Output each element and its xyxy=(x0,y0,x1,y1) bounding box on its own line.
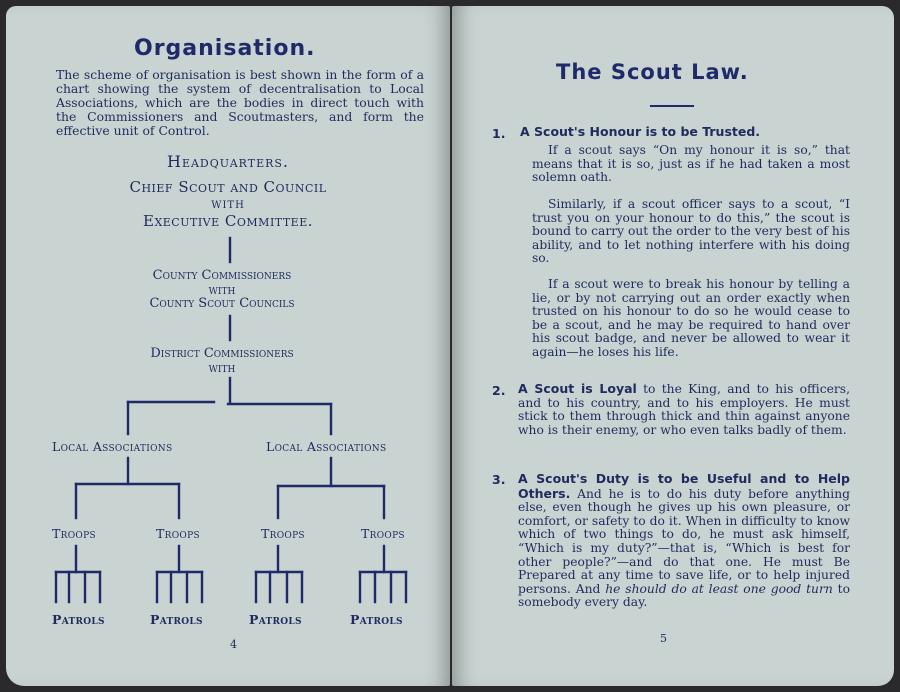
local-associations-label: Local Associations xyxy=(52,439,173,454)
law-1-paragraph-3: If a scout were to break his honour by telling a lie, or by not carrying out an order exactly when trusted on his honour to do so he would cease to be a scout, and he may be required to hand over his scout badge, and never be allowed to wear it again—he loses his life. xyxy=(532,277,850,359)
organisation-title: Organisation. xyxy=(134,36,316,61)
troops-label: Troops xyxy=(52,526,96,541)
chief-scout-label: Chief Scout and Council xyxy=(129,178,327,196)
county-commissioners-label: County Commissioners xyxy=(152,268,292,283)
patrols-label: Patrols xyxy=(249,612,302,627)
left-page xyxy=(6,6,450,686)
patrols-label: Patrols xyxy=(150,612,203,627)
right-page xyxy=(452,6,894,686)
organisation-intro: The scheme of organisation is best shown in the form of a chart showing the system of decentralisation to Local Associations, which are the bodies in direct touch with the Commissioners and Scoutmasters, and form the effective unit of Control. xyxy=(56,67,424,138)
district-commissioners-label: District Commissioners xyxy=(150,346,294,361)
headquarters-label: Headquarters. xyxy=(167,152,289,171)
law-1-paragraph-1: If a scout says “On my honour it is so,” that means that it is so, just as if he had taken a most solemn oath. xyxy=(532,143,850,185)
law-1-paragraph-2: Similarly, if a scout officer says to a scout, “I trust you on your honour to do this,” the scout is bound to carry out the order to the very best of his ability, and to let nothing interfere with his doing so. xyxy=(532,197,851,266)
scout-law-title: The Scout Law. xyxy=(556,60,749,84)
district-with-label: with xyxy=(208,360,236,375)
local-associations-label: Local Associations xyxy=(266,439,387,454)
page-number: 4 xyxy=(230,638,237,651)
patrols-label: Patrols xyxy=(350,612,403,627)
county-with-label: with xyxy=(208,282,236,297)
with-label: with xyxy=(211,196,245,212)
organisation-chart xyxy=(6,6,450,686)
law-number: 2. xyxy=(492,383,506,398)
troops-label: Troops xyxy=(156,526,200,541)
law-1-heading: A Scout's Honour is to be Trusted. xyxy=(520,124,761,139)
troops-label: Troops xyxy=(261,526,305,541)
troops-label: Troops xyxy=(361,526,405,541)
law-number: 1. xyxy=(492,126,506,141)
page-number: 5 xyxy=(660,632,667,645)
county-councils-label: County Scout Councils xyxy=(149,296,295,311)
patrols-label: Patrols xyxy=(52,612,105,627)
law-number: 3. xyxy=(492,472,506,487)
law-3-text: A Scout's Duty is to be Useful and to Help Others. And he is to do his duty before anything else, even though he gives up his own pleasure, or comfort, or safety to do it. When in difficulty to know which of two things to do, he must ask himself, “Which is my duty?”—that is, “Which is best for other people?”—and do that one. He must Be Prepared at any time to save life, or to help injured persons. And he should do at least one good turn to somebody every day. xyxy=(518,471,850,610)
title-rule xyxy=(650,105,694,107)
law-2-text: A Scout is Loyal to the King, and to his officers, and to his country, and to his employers. He must stick to them through thick and thin against anyone who is their enemy, or who even talks badly of them. xyxy=(518,381,850,437)
executive-committee-label: Executive Committee. xyxy=(143,212,313,230)
